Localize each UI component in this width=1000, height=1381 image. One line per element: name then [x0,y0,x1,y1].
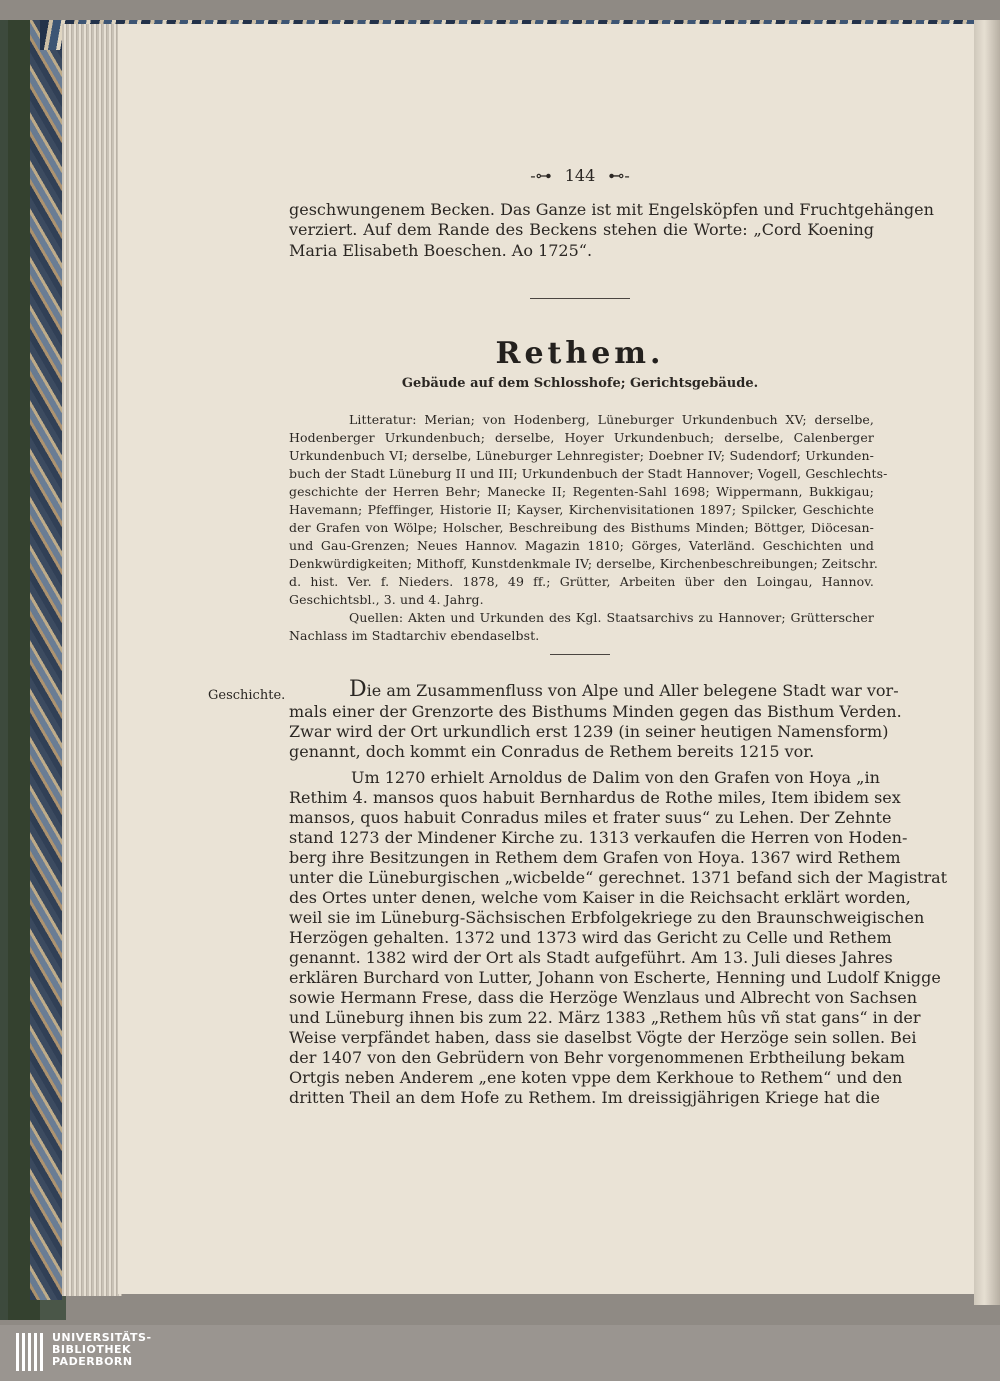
text-line: mansos, quos habuit Conradus miles et frater suus“ zu Lehen. Der Zehnte [289,808,892,827]
margin-note: Geschichte. [208,688,286,703]
literature-line: Hodenberger Urkundenbuch; derselbe, Hoyer Urkundenbuch; derselbe, Calenberger [289,430,874,445]
sources-line: Nachlass im Stadtarchiv ebendaselbst. [289,628,540,643]
page-number: 144 [564,166,596,185]
text-line: sowie Hermann Frese, dass die Herzöge Wenzlaus und Albrecht von Sachsen [289,988,918,1007]
drop-letter: D [349,677,367,702]
divider [550,654,610,655]
section-title: Rethem. [495,336,665,371]
text-line: geschwungenem Becken. Das Ganze ist mit Engelsköpfen und Fruchtgehängen [289,200,934,219]
text-line: Rethim 4. mansos quos habuit Bernhardus de Rothe miles, Item ibidem sex [289,788,901,807]
page-number-ornament-right: ⊷- [608,166,630,185]
library-logo [52,1332,152,1368]
text-line: Weise verpfändet haben, dass sie daselbst Vögte der Herzöge sein sollen. Bei [289,1028,917,1047]
text-line: genannt. 1382 wird der Ort als Stadt aufgeführt. Am 13. Juli dieses Jahres [289,948,893,967]
text-line: Zwar wird der Ort urkundlich erst 1239 (in seiner heutigen Namensform) [289,722,889,741]
text-line: Maria Elisabeth Boeschen. Ao 1725“. [289,241,593,260]
text-line: verziert. Auf dem Rande des Beckens stehen die Worte: „Cord Koening [289,220,874,239]
text-line-first [349,677,899,702]
literature-line: d. hist. Ver. f. Nieders. 1878, 49 ff.; Grütter, Arbeiten über den Loingau, Hannov. [289,574,874,589]
literature-line: buch der Stadt Lüneburg II und III; Urkundenbuch der Stadt Hannover; Vogell, Geschlechts- [289,466,888,481]
text-line: dritten Theil an dem Hofe zu Rethem. Im dreissigjährigen Kriege hat die [289,1088,881,1107]
text-line: stand 1273 der Mindener Kirche zu. 1313 verkaufen die Herren von Hoden- [289,828,908,847]
literature-line: Geschichtsbl., 3. und 4. Jahrg. [289,592,484,607]
text-line: Um 1270 erhielt Arnoldus de Dalim von den Grafen von Hoya „in [351,768,880,787]
text-line: und Lüneburg ihnen bis zum 22. März 1383 „Rethem hûs vñ stat gans“ in der [289,1008,921,1027]
literature-line: und Gau-Grenzen; Neues Hannov. Magazin 1810; Görges, Vaterländ. Geschichten und [289,538,874,553]
text-line: erklären Burchard von Lutter, Johann von Escherte, Henning und Ludolf Knigge [289,968,941,987]
text-line: weil sie im Lüneburg-Sächsischen Erbfolgekriege zu den Braunschweigischen [289,908,925,927]
library-logo-icon [16,1333,44,1371]
section-subtitle: Gebäude auf dem Schlosshofe; Gerichtsgebäude. [401,376,759,391]
literature-line: Litteratur: Merian; von Hodenberg, Lüneburger Urkundenbuch XV; derselbe, [349,412,874,427]
text-line: ie am Zusammenfluss von Alpe und Aller belegene Stadt war vor- [366,681,899,700]
library-logo-line: PADERBORN [52,1355,133,1368]
sources-line: Quellen: Akten und Urkunden des Kgl. Staatsarchivs zu Hannover; Grütterscher [349,610,874,625]
divider [530,298,630,299]
text-line: Ortgis neben Anderem „ene koten vppe dem Kerkhoue to Rethem“ und den [289,1068,903,1087]
literature-line: Denkwürdigkeiten; Mithoff, Kunstdenkmale IV; derselbe, Kirchenbeschreibungen; Zeitschr. [289,556,878,571]
text-line: unter die Lüneburgischen „wicbelde“ gerechnet. 1371 befand sich der Magistrat [289,868,948,887]
page-right-edge [974,20,1000,1305]
text-line: der 1407 von den Gebrüdern von Behr vorgenommenen Erbtheilung bekam [289,1048,905,1067]
page-number-header [480,166,680,185]
library-logo-line: UNIVERSITÄTS- [52,1331,152,1344]
text-line: berg ihre Besitzungen in Rethem dem Grafen von Hoya. 1367 wird Rethem [289,848,901,867]
library-logo-line: BIBLIOTHEK [52,1343,132,1356]
text-line: des Ortes unter denen, welche vom Kaiser in die Reichsacht erklärt worden, [289,888,911,907]
text-line: Herzögen gehalten. 1372 und 1373 wird das Gericht zu Celle und Rethem [289,928,892,947]
page-edges [62,24,122,1296]
page-number-ornament-left: -⊶ [530,166,552,185]
literature-line: Havemann; Pfeffinger, Historie II; Kayser, Kirchenvisitationen 1897; Spilcker, Geschichte [289,502,874,517]
literature-line: der Grafen von Wölpe; Holscher, Beschreibung des Bisthums Minden; Böttger, Diöcesan- [289,520,874,535]
text-line: genannt, doch kommt ein Conradus de Rethem bereits 1215 vor. [289,742,815,761]
marbled-endpaper [30,20,62,1300]
text-line: mals einer der Grenzorte des Bisthums Minden gegen das Bisthum Verden. [289,702,902,721]
literature-line: geschichte der Herren Behr; Manecke II; Regenten-Sahl 1698; Wippermann, Bukkigau; [289,484,874,499]
literature-line: Urkundenbuch VI; derselbe, Lüneburger Lehnregister; Doebner IV; Sudendorf; Urkunden- [289,448,874,463]
